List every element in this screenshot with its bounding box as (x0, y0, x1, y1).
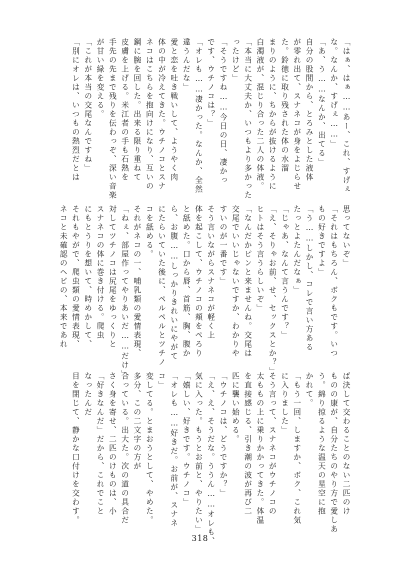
text-column: と舐めた。口から唇、首筋、胸、腹か (182, 205, 192, 358)
text-column: ものの康が、自分たちのやり方で愛しあ (329, 372, 339, 534)
text-column: 「え、そりゃお前、せ、セックスとか？」 (268, 205, 278, 376)
text-column: もの好きですよ」 (317, 205, 327, 277)
text-column: 「オレも……凄かった。なんか、全然 (194, 38, 204, 194)
text-column: 「う……しかし、コレで言い方ある (305, 205, 315, 352)
text-column: 「そうですね……今日の日、凄かっ (219, 38, 229, 185)
text-tier-middle (50, 205, 351, 379)
text-column: 気に入った。もうとお前と、やりたい」 (194, 372, 204, 534)
text-column: なったんだ (83, 372, 93, 417)
text-column: 「え、え、そうだな。ううん……オレも、 (206, 372, 216, 546)
text-column: 「別にオレは、いつもの熱烈だとは (71, 38, 81, 182)
text-column: さく身を寄せ、二匹のけものは、小 (108, 372, 118, 516)
text-column: コ」 (157, 372, 167, 390)
text-column: 自分の股間から、とろみとした液体 (305, 38, 315, 182)
text-column: う。綿り掠るような温天の星空に抱 (317, 372, 327, 516)
text-column: 「好きなんだ」だから、これでこと (96, 372, 106, 516)
text-column: 「もう一回、しますか、ボク、これ気 (292, 372, 302, 525)
text-column: が甘い緑を変える。 (96, 38, 106, 119)
text-column: 匹に襲い始める。 (231, 372, 241, 444)
text-column: 「はぁ、はぁ……あー、これ、すげぇ (342, 38, 351, 194)
text-column: それがネコの一、哺乳類の愛情表現、 (132, 205, 142, 358)
text-column: です、ウチノコは？」 (206, 38, 216, 128)
text-column: 思ってないぞ」 (342, 205, 351, 268)
text-column: 「なんだかピンと来ませんね。交尾は (243, 205, 253, 358)
text-column: に入りました」 (280, 372, 290, 435)
text-column: 「オレも……好きだ。お前が、スナネ (169, 372, 179, 528)
text-column: 「ウチノコは、どうですか？」 (219, 372, 229, 498)
page-number: 318 (191, 534, 209, 543)
text-column: かれて。 (305, 372, 315, 408)
text-column: ば決して交わることのない二匹のけ (342, 372, 351, 516)
text-column: 鋼に腕を回した。出来る限り重ねて (132, 38, 142, 182)
text-column: それもやがで、爬虫類の愛情表現、 (71, 205, 81, 349)
text-column: 「それはもちろん、ボクもです。いつ (329, 205, 339, 358)
text-column: ネコはこちらを抱向けになり、互いの (145, 38, 155, 191)
text-column: 交尾でいいじゃないですか、わかりや (231, 205, 241, 358)
text-column: にもとうりを想いて、時めかして、 (83, 205, 93, 349)
text-column: 「嬉しい、好きです。ウチノコ」 (182, 372, 192, 507)
text-column: 体を起こして、ウチノコの頬をぺろり (194, 205, 204, 358)
text-column: 太ももの上に乗りかかってきた。体温 (255, 372, 265, 525)
text-column: を直接感じる、引き潮の波が再び二 (243, 372, 253, 516)
text-tier-top (50, 38, 351, 200)
text-column: スナネコの体に巻き付ける。爬虫 (96, 205, 106, 340)
text-column: ヒトはそう言うらしいぞ」 (255, 205, 265, 313)
text-column: そう言いながらスナネコが軽く上 (206, 205, 216, 340)
text-column: にたらいていた後に、ペルペルとツチノ (157, 205, 167, 367)
text-column: な。なんか、すげぇ……」 (329, 38, 339, 149)
text-column: た。鈴徳に取り残された体の水溜 (280, 38, 290, 173)
text-column: ら、お腹……しっかりきれいにやがて (169, 205, 179, 361)
text-column: 手先の先まで残りを伝わっぞ、深い音楽 (108, 38, 118, 200)
text-column: 「ねぇ、部屋作ってやりあいだ……だけ」 (120, 205, 130, 379)
text-column: そう言って、スナネコがウチノコの (268, 372, 278, 516)
text-column: 「あ、う……なんか、出てる」 (317, 38, 327, 167)
text-column: 対してツチノコは尻尾をゆっくりと (108, 205, 118, 349)
text-column: 合っている。出大た。次の道の具合だ (120, 372, 130, 525)
text-column: たっとよたんだなぁ」 (292, 205, 302, 295)
text-column: 「じゃあ、なんて言うんです？」 (280, 205, 290, 340)
text-column: 違うんだな」 (182, 38, 192, 92)
text-column: 体の中が冷えてきた。ウチノコとスナ (157, 38, 167, 191)
text-column: 多分、この二文字の方が (132, 372, 142, 471)
text-column: コを舐める。 (145, 205, 155, 259)
text-column: ったけど」 (231, 38, 241, 83)
text-column: 皮膚を上げる。米江者の手も石熱を (120, 38, 130, 182)
text-column: 変してる。とまおうとして、やめた。 (145, 372, 155, 525)
text-column: ネコと未確認のヘビの、本来であれ (59, 205, 69, 349)
text-column: まりのように、ちからが抜けるように (268, 38, 278, 191)
text-column: 「これが本当の交尾なんですね」 (83, 38, 93, 173)
text-column: が零れ出て、スナネコが身をよじらせ (292, 38, 302, 191)
text-column: 白濁液が、混じり合った二人の体液。 (255, 38, 265, 191)
text-column: 目を閉じて、静かな口付けを交わす。 (71, 372, 81, 525)
text-column: すいのが一番です」 (219, 205, 229, 286)
text-column: 愛と恋を吐き戦いして、ようやく肉 (169, 38, 179, 182)
text-column: 「本当に大丈夫か、いつもより多かった (243, 38, 253, 200)
